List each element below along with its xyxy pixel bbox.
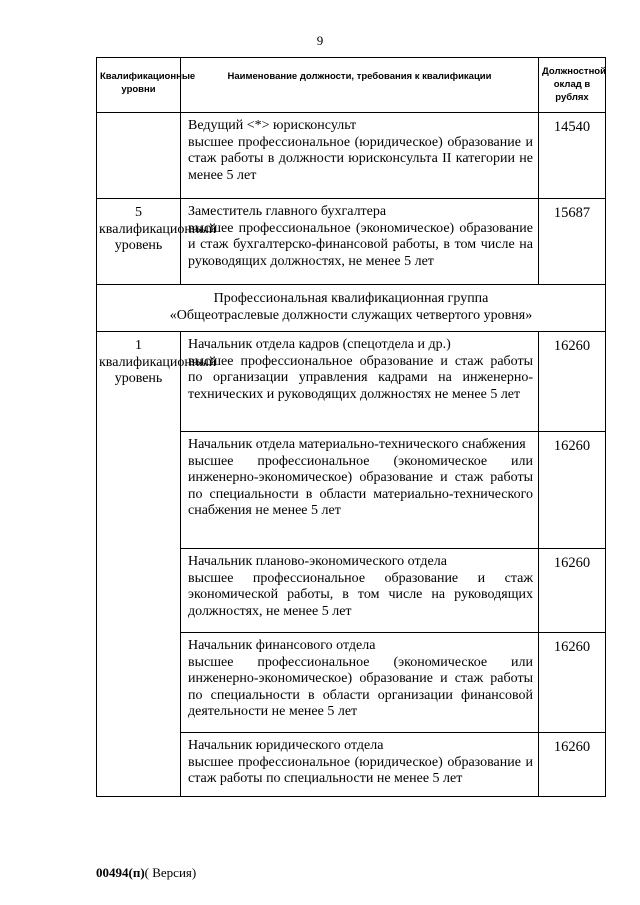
group-level: 1 квалификационный уровень: [97, 332, 181, 797]
position-title: Начальник отдела кадров (спецотдела и др.): [188, 337, 451, 352]
position-title: Начальник планово-экономического отдела: [188, 554, 447, 569]
table-row: [97, 113, 606, 199]
position-title: Начальник юридического отдела: [188, 738, 384, 753]
row-description: [181, 199, 539, 285]
position-title: Начальник финансового отдела: [188, 638, 376, 653]
qualification-table: [96, 57, 606, 797]
row-level: 5 квалификационный уровень: [97, 199, 181, 285]
row-salary: 16260: [539, 733, 606, 797]
row-salary: 14540: [539, 113, 606, 199]
position-requirements: высшее профессиональное (юридическое) образование и стаж работы в должности юрисконсульта II категории не менее 5 лет: [188, 134, 533, 183]
page-number: 9: [316, 33, 324, 48]
group-header-row: [97, 285, 606, 332]
document-footer: [96, 865, 196, 881]
row-description: [181, 633, 539, 733]
row-description: [181, 332, 539, 432]
row-description: [181, 549, 539, 633]
position-requirements: высшее профессиональное образование и стаж работы по организации управления кадрами на инженерно-технических и руководящих должностях не менее 5 лет: [188, 353, 533, 402]
header-position: Наименование должности, требования к квалификации: [181, 58, 539, 113]
row-description: [181, 733, 539, 797]
document-code: 00494(п): [96, 865, 145, 880]
position-requirements: высшее профессиональное (экономическое) образование и стаж бухгалтерско-финансовой работы, в том числе на руководящих должностях, не менее 5 лет: [188, 220, 533, 269]
row-salary: 16260: [539, 332, 606, 432]
position-title: Начальник отдела материально-технического снабжения: [188, 437, 526, 452]
row-description: [181, 432, 539, 549]
row-salary: 16260: [539, 549, 606, 633]
row-salary: 16260: [539, 432, 606, 549]
position-title: Заместитель главного бухгалтера: [188, 204, 387, 219]
header-salary: Должностной оклад в рублях: [539, 58, 606, 113]
table-row: [97, 199, 606, 285]
group-header: [97, 285, 606, 332]
group-title-line2: «Общеотраслевые должности служащих четвертого уровня»: [169, 307, 533, 323]
header-level: Квалификационные уровни: [97, 58, 181, 113]
row-description: [181, 113, 539, 199]
group-title-line1: Профессиональная квалификационная группа: [213, 291, 489, 306]
row-salary: 15687: [539, 199, 606, 285]
document-version-label: ( Версия): [144, 865, 197, 880]
position-title: Ведущий <*> юрисконсульт: [188, 118, 357, 133]
table-row: [97, 332, 606, 432]
row-level: [97, 113, 181, 199]
position-requirements: высшее профессиональное (экономическое или инженерно-экономическое) образование и стаж работы по специальности в области организации финансовой деятельности не менее 5 лет: [188, 654, 533, 719]
position-requirements: высшее профессиональное образование и стаж экономической работы, в том числе на руководящих должностях, не менее 5 лет: [188, 570, 533, 619]
position-requirements: высшее профессиональное (юридическое) образование и стаж работы по специальности не менее 5 лет: [188, 754, 533, 786]
row-salary: 16260: [539, 633, 606, 733]
position-requirements: высшее профессиональное (экономическое или инженерно-экономическое) образование и стаж работы по специальности в области материально-технического снабжения не менее 5 лет: [188, 453, 533, 518]
table-header-row: [97, 58, 606, 113]
